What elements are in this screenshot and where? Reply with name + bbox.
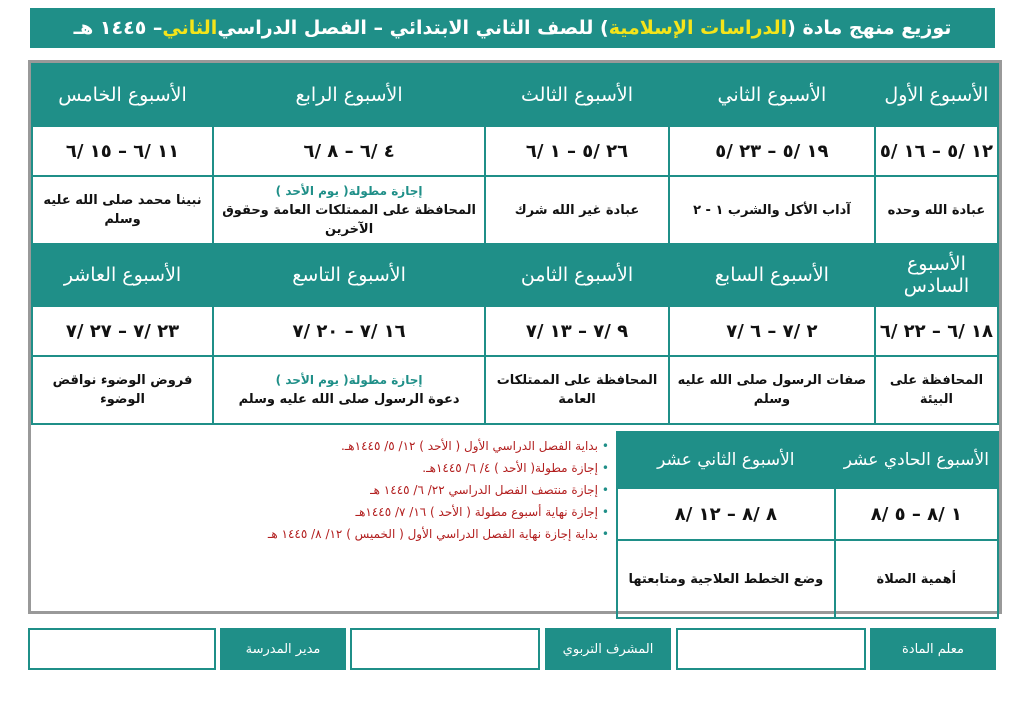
week-topic: وضع الخطط العلاجية ومتابعتها	[617, 540, 835, 618]
principal-signature-box[interactable]	[28, 628, 216, 670]
week-dates-row-2	[32, 306, 998, 356]
week-topic-cell	[213, 356, 485, 424]
title-term: الثاني	[162, 17, 218, 39]
holiday-note: إجازة مطولة( يوم الأحد )	[275, 373, 423, 387]
notes-box	[35, 435, 615, 605]
week-dates: ٢ /٧ – ٦ /٧	[669, 306, 875, 356]
week-name: الأسبوع التاسع	[213, 244, 485, 306]
week-name: الأسبوع الثامن	[485, 244, 669, 306]
week-header-row-2	[32, 244, 998, 306]
week-topic: صفات الرسول صلى الله عليه وسلم	[669, 356, 875, 424]
week-topic: المحافظة على الممتلكات العامة وحقوق الآخرين	[222, 202, 476, 237]
principal-label: مدير المدرسة	[220, 628, 346, 670]
week-name: الأسبوع الثاني عشر	[617, 432, 835, 488]
week-dates: ١ /٨ – ٥ /٨	[835, 488, 998, 540]
teacher-signature-box[interactable]	[676, 628, 866, 670]
week-topic: عبادة الله وحده	[875, 176, 998, 244]
week-topics-row-3	[617, 540, 998, 618]
schedule-table	[31, 63, 999, 425]
week-topics-row-2	[32, 356, 998, 424]
week-dates: ١٨ /٦ – ٢٢ /٦	[875, 306, 998, 356]
week-name: الأسبوع السابع	[669, 244, 875, 306]
schedule-frame	[28, 60, 1002, 614]
week-dates: ١٩ /٥ – ٢٣ /٥	[669, 126, 875, 176]
holiday-note: إجازة مطولة( يوم الأحد )	[275, 183, 423, 198]
week-topic: أهمية الصلاة	[835, 540, 998, 618]
week-topic: نبينا محمد صلى الله عليه وسلم	[32, 176, 213, 244]
week-dates: ٢٣ /٧ – ٢٧ /٧	[32, 306, 213, 356]
week-name: الأسبوع الرابع	[213, 64, 485, 126]
week-name: الأسبوع الخامس	[32, 64, 213, 126]
week-dates: ٤ /٦ – ٨ /٦	[213, 126, 485, 176]
week-header-row-1	[32, 64, 998, 126]
title-middle: ) للصف الثاني الابتدائي – الفصل الدراسي	[217, 17, 609, 39]
week-dates: ١٦ /٧ – ٢٠ /٧	[213, 306, 485, 356]
week-name: الأسبوع الحادي عشر	[835, 432, 998, 488]
week-topics-row-1	[32, 176, 998, 244]
week-dates: ١٢ /٥ – ١٦ /٥	[875, 126, 998, 176]
supervisor-label: المشرف التربوي	[545, 628, 671, 670]
note-item: • إجازة نهاية أسبوع مطولة ( الأحد ) ١٦/ ٧/ ١٤٤٥هـ	[35, 501, 609, 523]
notes-list	[35, 435, 615, 545]
week-topic-cell	[213, 176, 485, 244]
week-topic: فروض الوضوء نواقض الوضوء	[32, 356, 213, 424]
week-dates: ١١ /٦ – ١٥ /٦	[32, 126, 213, 176]
week-topic: عبادة غير الله شرك	[485, 176, 669, 244]
week-name: الأسبوع السادس	[875, 244, 998, 306]
supervisor-signature-box[interactable]	[350, 628, 540, 670]
page-title	[30, 8, 995, 48]
title-subject: الدراسات الإسلامية	[608, 17, 788, 39]
week-topic: المحافظة على الممتلكات العامة	[485, 356, 669, 424]
week-dates: ٢٦ /٥ – ١ /٦	[485, 126, 669, 176]
week-dates: ٩ /٧ – ١٣ /٧	[485, 306, 669, 356]
title-year: – ١٤٤٥ هـ	[73, 17, 163, 39]
week-name: الأسبوع الثالث	[485, 64, 669, 126]
week-header-row-3	[617, 432, 998, 488]
week-name: الأسبوع الثاني	[669, 64, 875, 126]
week-topic: آداب الأكل والشرب ١ - ٢	[669, 176, 875, 244]
note-item: • إجازة منتصف الفصل الدراسي ٢٢/ ٦/ ١٤٤٥ هـ	[35, 479, 609, 501]
week-dates-row-3	[617, 488, 998, 540]
note-item: • بداية الفصل الدراسي الأول ( الأحد ) ١٢/ ٥/ ١٤٤٥هـ.	[35, 435, 609, 457]
note-item: • إجازة مطولة( الأحد ) ٤/ ٦/ ١٤٤٥هـ.	[35, 457, 609, 479]
note-item: • بداية إجازة نهاية الفصل الدراسي الأول ( الخميس ) ١٢/ ٨/ ١٤٤٥ هـ	[35, 523, 609, 545]
week-topic: المحافظة على البيئة	[875, 356, 998, 424]
week-dates-row-1	[32, 126, 998, 176]
week-dates: ٨ /٨ – ١٢ /٨	[617, 488, 835, 540]
title-prefix: توزيع منهج مادة (	[787, 17, 952, 39]
teacher-label: معلم المادة	[870, 628, 996, 670]
week-name: الأسبوع الأول	[875, 64, 998, 126]
week-topic: دعوة الرسول صلى الله عليه وسلم	[238, 392, 460, 407]
week-name: الأسبوع العاشر	[32, 244, 213, 306]
last-weeks-table	[616, 431, 999, 619]
